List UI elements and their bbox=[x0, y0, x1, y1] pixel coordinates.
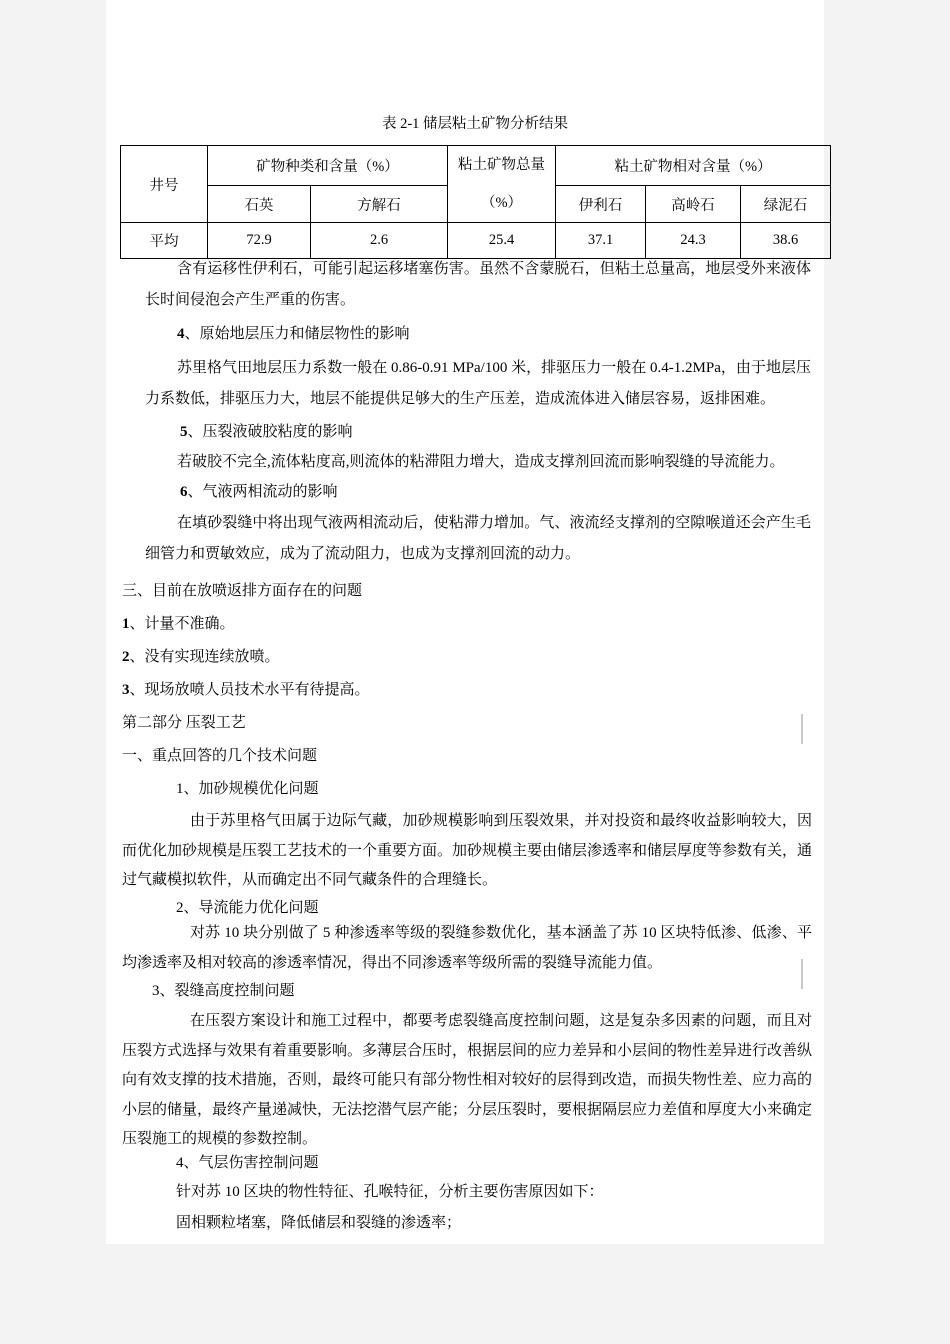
heading-item-6-number: 6 bbox=[180, 484, 188, 500]
th-calcite: 方解石 bbox=[311, 186, 448, 223]
list-item-2 bbox=[122, 642, 280, 673]
heading-item-4-text: 、原始地层压力和储层物性的影响 bbox=[184, 326, 410, 342]
paragraph-damage-intro: 针对苏 10 区块的物性特征、孔喉特征，分析主要伤害原因如下： bbox=[176, 1184, 604, 1200]
clay-mineral-table bbox=[120, 145, 831, 259]
section-heading-key-questions: 一、重点回答的几个技术问题 bbox=[122, 748, 318, 764]
th-clay-total bbox=[448, 146, 556, 223]
th-kaolinite: 高岭石 bbox=[646, 186, 741, 223]
subheading-q2: 2、导流能力优化问题 bbox=[176, 900, 319, 916]
td-clay-total-value: 25.4 bbox=[448, 223, 556, 259]
section-heading-flowback-problems: 三、目前在放喷返排方面存在的问题 bbox=[122, 583, 363, 599]
th-relative-content-group: 粘土矿物相对含量（%） bbox=[556, 146, 831, 186]
td-quartz-value: 72.9 bbox=[208, 223, 311, 259]
td-well-average: 平均 bbox=[121, 223, 208, 259]
margin-mark-2 bbox=[801, 959, 803, 989]
list-item-1 bbox=[122, 609, 235, 640]
part2-heading: 第二部分 压裂工艺 bbox=[122, 715, 246, 731]
paragraph-two-phase-flow: 在填砂裂缝中将出现气液两相流动后，使粘滞力增加。气、液流经支撑剂的空隙喉道还会产生毛细管力和贾敏效应，成为了流动阻力，也成为支撑剂回流的动力。 bbox=[145, 515, 811, 562]
paragraph-clay-damage: 含有运移性伊利石，可能引起运移堵塞伤害。虽然不含蒙脱石，但粘土总量高，地层受外来液体长时间侵泡会产生严重的伤害。 bbox=[145, 261, 811, 308]
paragraph-sand-scale: 由于苏里格气田属于边际气藏，加砂规模影响到压裂效果，并对投资和最终收益影响较大，因而优化加砂规模是压裂工艺技术的一个重要方面。加砂规模主要由储层渗透率和储层厚度等参数有关，通过气藏模拟软件，从而确定出不同气藏条件的合理缝长。 bbox=[122, 813, 813, 888]
list-item-3 bbox=[122, 675, 370, 706]
th-chlorite: 绿泥石 bbox=[741, 186, 831, 223]
heading-item-4-number: 4 bbox=[177, 326, 185, 342]
subheading-q4: 4、气层伤害控制问题 bbox=[176, 1155, 319, 1171]
heading-item-5-text: 、压裂液破胶粘度的影响 bbox=[187, 424, 353, 440]
th-clay-total-line2: （%） bbox=[480, 195, 523, 211]
td-chlorite-value: 38.6 bbox=[741, 223, 831, 259]
heading-item-6 bbox=[180, 477, 338, 508]
heading-item-5 bbox=[180, 417, 353, 448]
th-illite: 伊利石 bbox=[556, 186, 646, 223]
table-title: 表 2-1 储层粘土矿物分析结果 bbox=[381, 116, 569, 132]
margin-mark-1 bbox=[801, 714, 803, 744]
list-item-3-number: 3 bbox=[122, 682, 130, 698]
paragraph-formation-pressure: 苏里格气田地层压力系数一般在 0.86-0.91 MPa/100 米，排驱压力一般在 0.4-1.2MPa，由于地层压力系数低，排驱压力大，地层不能提供足够大的生产压差，造成流体进入储层容易，返排困难。 bbox=[145, 360, 811, 407]
td-kaolinite-value: 24.3 bbox=[646, 223, 741, 259]
paragraph-conductivity: 对苏 10 块分别做了 5 种渗透率等级的裂缝参数优化，基本涵盖了苏 10 区块特低渗、低渗、平均渗透率及相对较高的渗透率情况，得出不同渗透率等级所需的裂缝导流能力值。 bbox=[122, 925, 812, 971]
list-item-1-number: 1 bbox=[122, 616, 130, 632]
heading-item-5-number: 5 bbox=[180, 424, 188, 440]
list-item-3-text: 、现场放喷人员技术水平有待提高。 bbox=[129, 682, 370, 698]
th-clay-total-line1: 粘土矿物总量 bbox=[458, 157, 546, 173]
paragraph-fracture-height: 在压裂方案设计和施工过程中，都要考虑裂缝高度控制问题，这是复杂多因素的问题，而且对压裂方式选择与效果有着重要影响。多薄层合压时，根据层间的应力差异和小层间的物性差异进行改善纵向有效支撑的技术措施，否则，最终可能只有部分物性相对较好的层得到改造，而损失物性差、应力高的小层的储量，最终产量递减快，无法挖潜气层产能；分层压裂时，要根据隔层应力差值和厚度大小来确定压裂施工的规模的参数控制。 bbox=[122, 1013, 813, 1147]
paragraph-damage-cause-1: 固相颗粒堵塞，降低储层和裂缝的渗透率； bbox=[176, 1215, 462, 1231]
list-item-2-number: 2 bbox=[122, 649, 130, 665]
heading-item-4 bbox=[177, 319, 410, 350]
subheading-q3: 3、裂缝高度控制问题 bbox=[152, 983, 295, 999]
td-calcite-value: 2.6 bbox=[311, 223, 448, 259]
heading-item-6-text: 、气液两相流动的影响 bbox=[187, 484, 338, 500]
list-item-2-text: 、没有实现连续放喷。 bbox=[129, 649, 280, 665]
list-item-1-text: 、计量不准确。 bbox=[129, 616, 235, 632]
th-quartz: 石英 bbox=[208, 186, 311, 223]
th-mineral-content-group: 矿物种类和含量（%） bbox=[208, 146, 448, 186]
td-illite-value: 37.1 bbox=[556, 223, 646, 259]
subheading-q1: 1、加砂规模优化问题 bbox=[176, 781, 319, 797]
th-well: 井号 bbox=[121, 146, 208, 223]
paragraph-gel-viscosity: 若破胶不完全,流体粘度高,则流体的粘滞阻力增大，造成支撑剂回流而影响裂缝的导流能力。 bbox=[177, 454, 785, 470]
